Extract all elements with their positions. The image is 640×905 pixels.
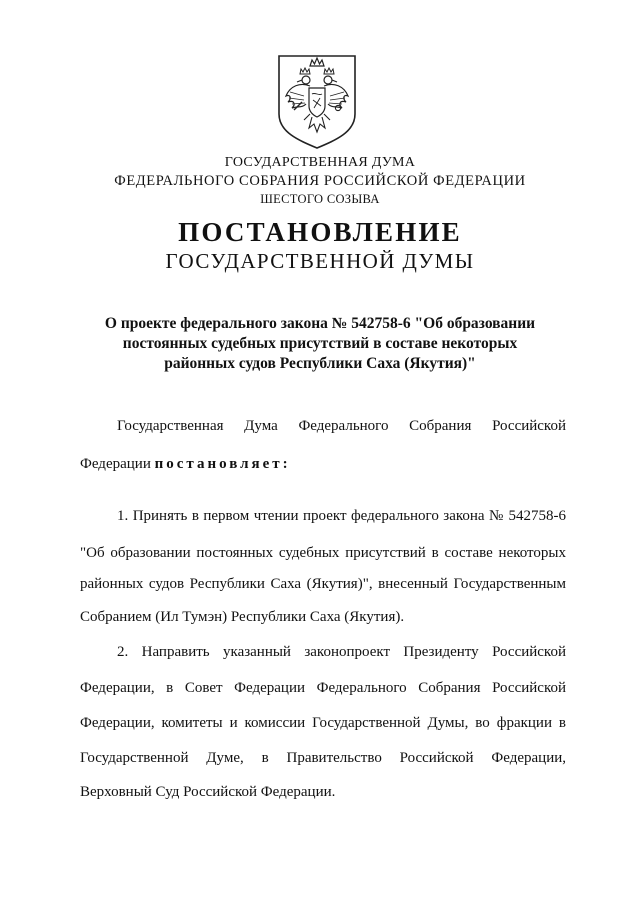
item1-line4: Собранием (Ил Тумэн) Республики Саха (Якутия). xyxy=(80,609,405,625)
item1-line2: "Об образовании постоянных судебных присутствий в составе некоторых xyxy=(80,545,566,561)
item1-line1: 1. Принять в первом чтении проект федерального закона № 542758-6 xyxy=(117,508,566,524)
item2-line3: Федерации, комитеты и комиссии Государственной Думы, во фракции в xyxy=(80,715,566,731)
item2-line4: Государственной Думе, в Правительство Российской Федерации, xyxy=(80,750,566,766)
preamble-line2 xyxy=(80,454,566,474)
subject-line2: постоянных судебных присутствий в составе некоторых xyxy=(122,335,518,352)
document-subtitle: ГОСУДАРСТВЕННОЙ ДУМЫ xyxy=(165,249,475,273)
item2-line2: Федерации, в Совет Федерации Федерального Собрания Российской xyxy=(80,680,566,696)
preamble-line1: Государственная Дума Федерального Собрания Российской xyxy=(117,418,566,434)
item2-line1: 2. Направить указанный законопроект Президенту Российской xyxy=(117,644,566,660)
russian-coat-of-arms-icon xyxy=(276,52,358,150)
item1-line3: районных судов Республики Саха (Якутия)", внесенный Государственным xyxy=(80,576,566,592)
resolves-emphasis: постановляет: xyxy=(154,456,291,472)
document-title: ПОСТАНОВЛЕНИЕ xyxy=(178,217,462,247)
subject-line1: О проекте федерального закона № 542758-6 "Об образовании xyxy=(104,315,536,332)
convocation-line: ШЕСТОГО СОЗЫВА xyxy=(260,192,380,206)
org-name-line1: ГОСУДАРСТВЕННАЯ ДУМА xyxy=(224,155,416,170)
org-name-line2: ФЕДЕРАЛЬНОГО СОБРАНИЯ РОССИЙСКОЙ ФЕДЕРАЦИИ xyxy=(114,173,526,189)
document-subject xyxy=(100,314,540,374)
subject-line3: районных судов Республики Саха (Якутия)" xyxy=(164,355,476,372)
item2-line5: Верховный Суд Российской Федерации. xyxy=(80,784,336,800)
preamble-start: Федерации xyxy=(80,456,155,472)
